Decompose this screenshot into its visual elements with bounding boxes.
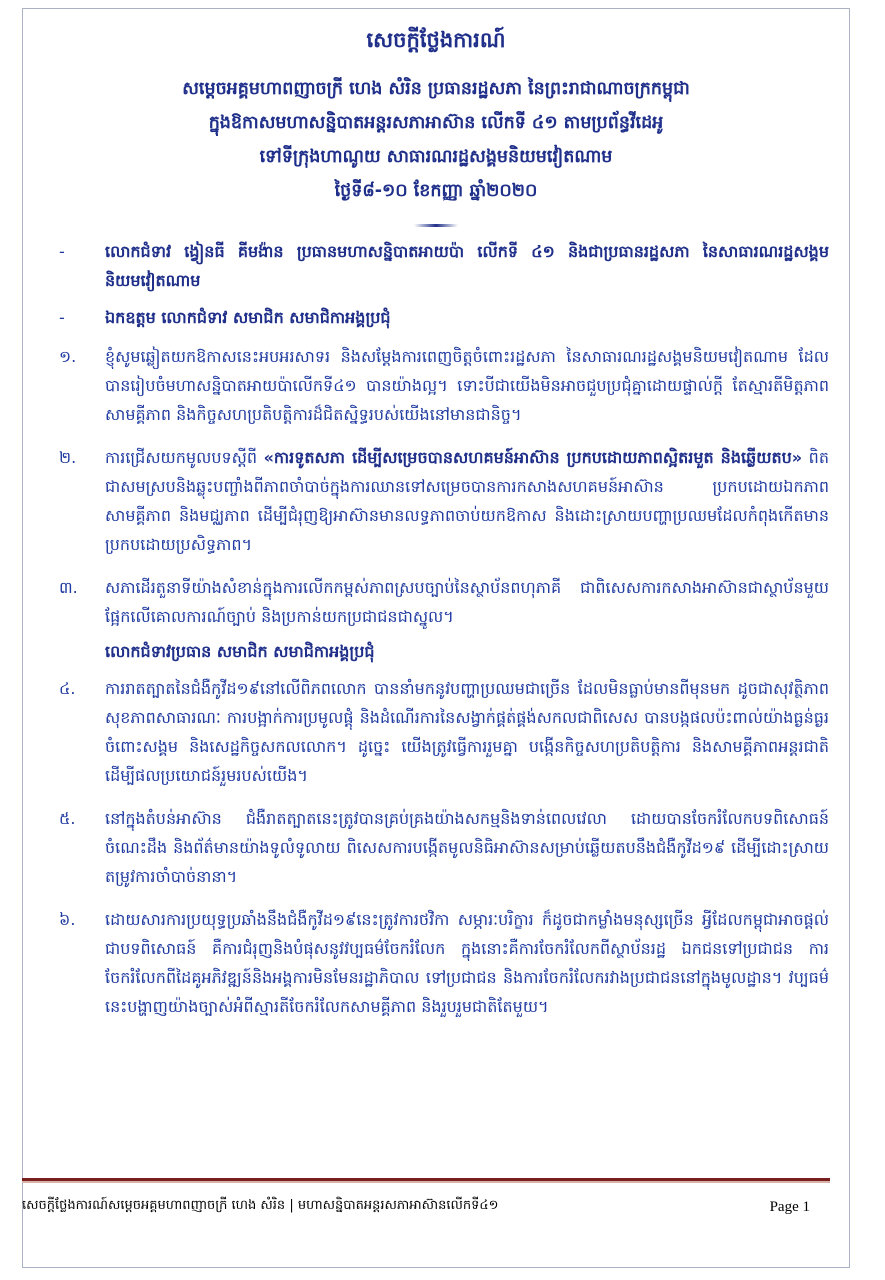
paragraph-number: ២.	[59, 448, 77, 467]
paragraph-text: នៅក្នុងតំបន់អាស៊ាន ជំងឺរាតត្បាតនេះត្រូវបានគ្រប់គ្រងយ៉ាងសកម្មនិងទាន់ពេលវេលា ដោយបានចែករំលែកបទពិសោធន៍ ចំណេះដឹង និងព័ត៌មានយ៉ាងទូលំទូលាយ ពិសេសការបង្កើតមូលនិធិអាស៊ានសម្រាប់ឆ្លើយតបនឹងជំងឺកូវីដ១៩ ដើម្បីដោះស្រាយតម្រូវការចាំបាច់នានា។	[105, 809, 829, 886]
bullet-marker: -	[59, 242, 65, 261]
salutation-item	[53, 303, 829, 332]
document-header	[23, 9, 849, 208]
paragraph-number: ៤.	[59, 679, 76, 698]
paragraph-number: ៥.	[59, 809, 76, 828]
paragraph-text	[105, 443, 829, 559]
numbered-paragraph	[53, 804, 829, 891]
footer-text: សេចក្តីថ្លែងការណ៍សម្តេចអគ្គមហាពញាចក្រី ហេង សំរិន | មហាសន្និបាតអន្តរសភាអាស៊ានលើកទី៤១	[22, 1198, 499, 1213]
paragraph-text: សភាដើរតួនាទីយ៉ាងសំខាន់ក្នុងការលើកកម្ពស់ភាពស្របច្បាប់នៃស្ថាប័នពហុភាគី ជាពិសេសការកសាងអាស៊ានជាស្ថាប័នមួយផ្អែកលើគោលការណ៍ច្បាប់ និងប្រកាន់យកប្រជាជនជាស្នូល។	[105, 578, 829, 626]
page-number: Page 1	[769, 1199, 810, 1215]
paragraph-text: ដោយសារការប្រយុទ្ធប្រឆាំងនឹងជំងឺកូវីដ១៩នេះត្រូវការថវិកា សម្ភារៈបរិក្ខារ ក៏ដូចជាកម្លាំងមនុស្សច្រើន អ្វីដែលកម្ពុជាអាចផ្តល់ជាបទពិសោធន៍ គឺការជំរុញនិងបំផុសនូវវប្បធម៌ចែករំលែក ក្នុងនោះគឺការចែករំលែកពីស្ថាប័នរដ្ឋ ឯកជនទៅប្រជាជន ការចែករំលែកពីដៃគូអភិវឌ្ឍន៍និងអង្គការមិនមែនរដ្ឋាភិបាល ទៅប្រជាជន និងការចែករំលែករវាងប្រជាជននៅក្នុងមូលដ្ឋាន។ វប្បធម៌នេះបង្ហាញយ៉ាងច្បាស់អំពីស្មារតីចែករំលែកសាមគ្គីភាព និងរួបរួមជាតិតែមួយ។	[105, 910, 829, 1016]
numbered-paragraph	[53, 573, 829, 631]
numbered-paragraph	[53, 905, 829, 1021]
page-footer	[22, 1178, 830, 1216]
footer-row	[22, 1181, 830, 1216]
paragraph-prefix: ការជ្រើសយកមូលបទស្តីពី	[105, 448, 264, 467]
numbered-paragraph	[53, 342, 829, 429]
salutation-text: ឯកឧត្តម លោកជំទាវ សមាជិក សមាជិកាអង្គប្រជុំ	[105, 308, 391, 327]
paragraph-number: ៦.	[59, 910, 76, 929]
document-title: សេចក្តីថ្លែងការណ៍	[366, 28, 506, 52]
salutation-text: លោកជំទាវ ង្វៀនធី គីមង៉ាន ប្រធានមហាសន្និបាតអាយប៉ា លើកទី ៤១ និងជាប្រធានរដ្ឋសភា នៃសាធារណរដ្ឋសង្គមនិយមវៀតណាម	[105, 242, 829, 290]
salutation-item	[53, 237, 829, 295]
header-line: ទៅទីក្រុងហាណូយ សាធារណរដ្ឋសង្គមនិយមវៀតណាម	[259, 147, 613, 167]
paragraph-text: ខ្ញុំសូមឆ្លៀតយកឱកាសនេះអបអរសាទរ និងសម្តែងការពេញចិត្តចំពោះរដ្ឋសភា នៃសាធារណរដ្ឋសង្គមនិយមវៀតណាម ដែលបានរៀបចំមហាសន្និបាតអាយប៉ាលើកទី៤១ បានយ៉ាងល្អ។ ទោះបីជាយើងមិនអាចជួបប្រជុំគ្នាដោយផ្ទាល់ក្តី តែស្មារតីមិត្តភាព សាមគ្គីភាព និងកិច្ចសហប្រតិបត្តិការដ៏ជិតស្និទ្ធរបស់យើងនៅមានជានិច្ច។	[105, 347, 829, 424]
paragraph-number: ១.	[59, 347, 77, 366]
document-body	[23, 237, 849, 1021]
paragraph-rest: ពិតជាសមស្របនិងឆ្លុះបញ្ចាំងពីភាពចាំបាច់ក្នុងការឈានទៅសម្រេចបានការកសាងសហគមន៍អាស៊ាន ប្រកបដោយឯកភាព សាមគ្គីភាព និងមជ្ឈភាព ដើម្បីជំរុញឱ្យអាស៊ានមានលទ្ធភាពចាប់យកឱកាស និងដោះស្រាយបញ្ហាប្រឈមដែលកំពុងកើតមានប្រកបដោយប្រសិទ្ធភាព។	[105, 448, 829, 554]
title-divider	[414, 224, 458, 227]
header-line: សម្តេចអគ្គមហាពញាចក្រី ហេង សំរិន ប្រធានរដ្ឋសភា នៃព្រះរាជាណាចក្រកម្ពុជា	[182, 79, 690, 99]
paragraph-number: ៣.	[59, 578, 78, 597]
sub-salutation: លោកជំទាវប្រធាន សមាជិក សមាជិកាអង្គប្រជុំ	[105, 642, 375, 661]
bullet-marker: -	[59, 308, 65, 327]
paragraph-text: ការរាតត្បាតនៃជំងឺកូវីដ១៩នៅលើពិភពលោក បាននាំមកនូវបញ្ហាប្រឈមជាច្រើន ដែលមិនធ្លាប់មានពីមុនមក ដូចជាសុវត្ថិភាពសុខភាពសាធារណៈ ការបង្អាក់ការប្រមូលផ្តុំ និងដំណើរការនៃសង្វាក់ផ្គត់ផ្គង់សកលជាពិសេស បានបង្កផលប៉ះពាល់យ៉ាងធ្ងន់ធ្ងរចំពោះសង្គម និងសេដ្ឋកិច្ចសកលលោក។ ដូច្នេះ យើងត្រូវធ្វើការរួមគ្នា បង្កើនកិច្ចសហប្រតិបត្តិការ និងសាមគ្គីភាពអន្តរជាតិ ដើម្បីផលប្រយោជន៍រួមរបស់យើង។	[105, 679, 829, 785]
header-line: ក្នុងឱកាសមហាសន្និបាតអន្តរសភាអាស៊ាន លើកទី ៤១ តាមប្រព័ន្ធវីដេអូ	[208, 113, 664, 133]
numbered-paragraph	[53, 443, 829, 559]
theme-title: «ការទូតសភា ដើម្បីសម្រេចបានសហគមន៍អាស៊ាន ប្រកបដោយភាពស្អិតរមួត និងឆ្លើយតប»	[263, 448, 803, 467]
numbered-paragraph	[53, 674, 829, 790]
document-page	[22, 8, 850, 1268]
header-line: ថ្ងៃទី៨-១០ ខែកញ្ញា ឆ្នាំ២០២០	[334, 181, 538, 201]
